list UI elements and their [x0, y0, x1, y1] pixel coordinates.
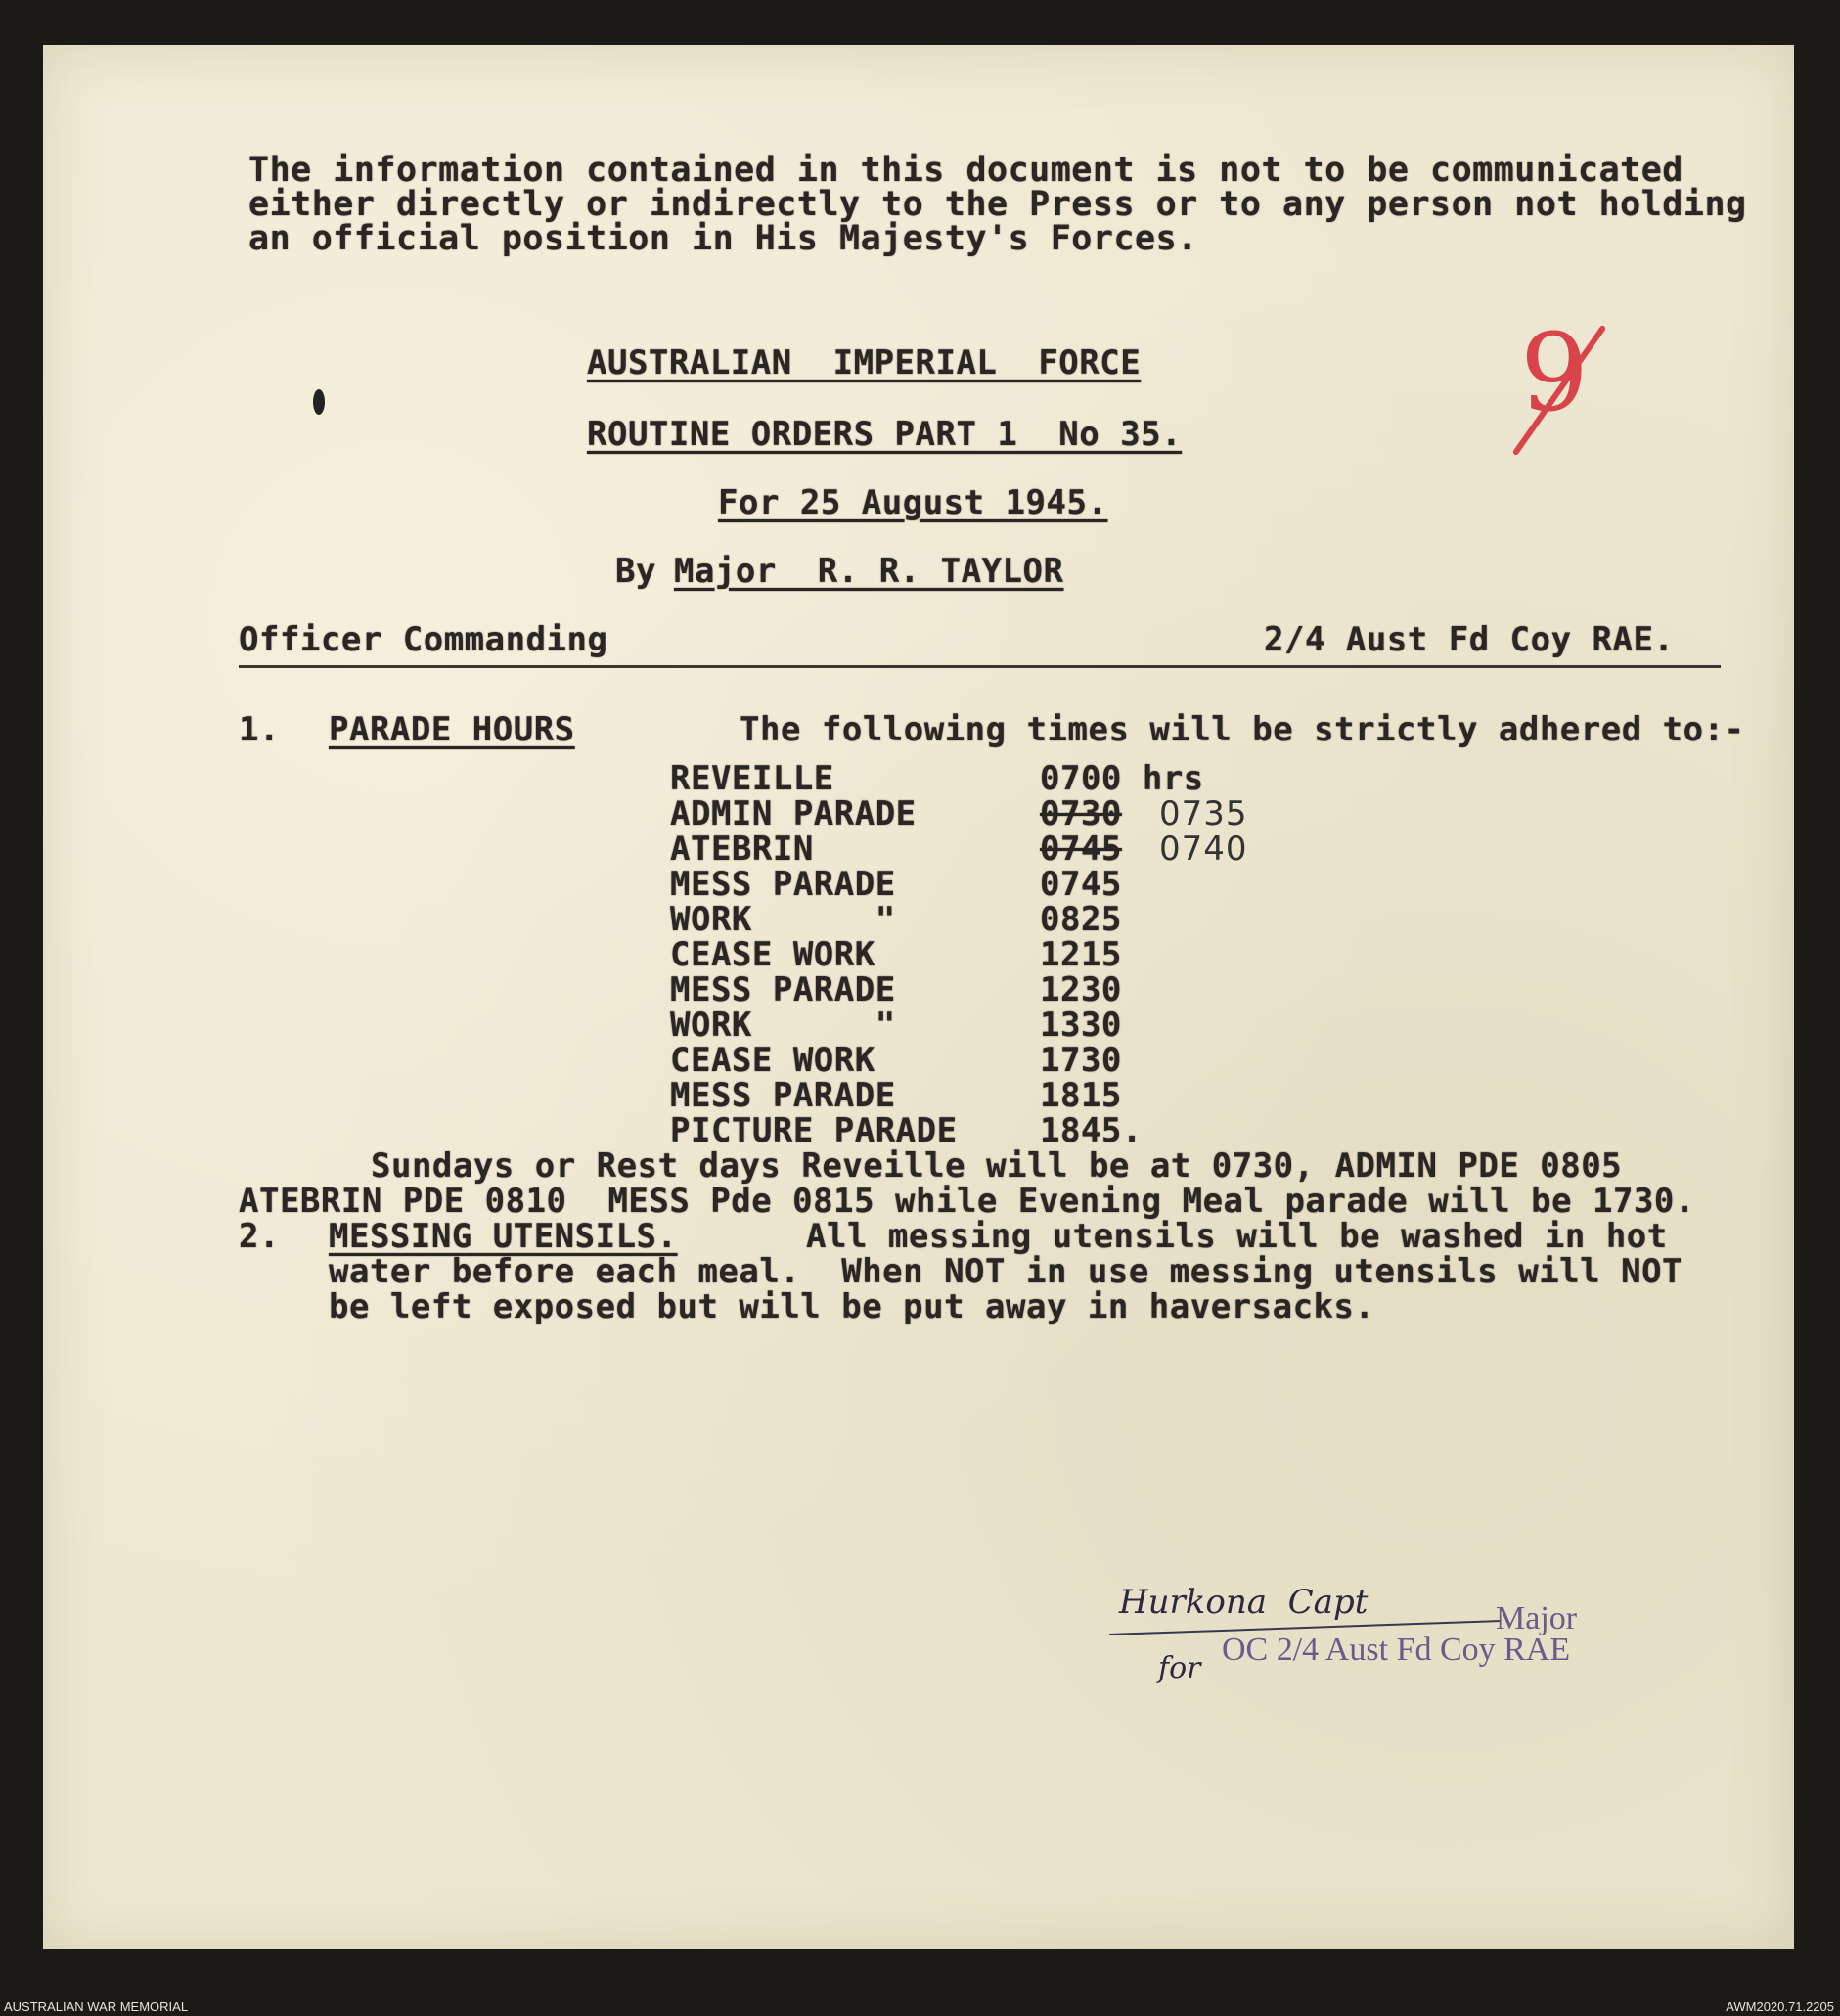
- schedule-time: 0745: [1040, 829, 1122, 869]
- schedule-revised-time: 0735: [1159, 794, 1248, 833]
- schedule-label: WORK ": [670, 1006, 896, 1045]
- issued-by-name: Major R. R. TAYLOR: [674, 552, 1064, 591]
- schedule-time: 0730: [1040, 794, 1122, 833]
- sundays-note-line-2: ATEBRIN PDE 0810 MESS Pde 0815 while Evening Meal parade will be 1730.: [239, 1182, 1695, 1221]
- unit-name: 2/4 Aust Fd Coy RAE.: [1264, 620, 1675, 659]
- officer-commanding-label: Officer Commanding: [239, 620, 608, 659]
- schedule-time: 0745: [1040, 865, 1122, 904]
- routine-orders-heading: ROUTINE ORDERS PART 1 No 35.: [587, 415, 1183, 454]
- section-2-line-2: water before each meal. When NOT in use messing utensils will NOT: [329, 1252, 1683, 1291]
- footer-accession-number: AWM2020.71.2205: [1726, 1999, 1834, 2014]
- schedule-time: 1815: [1040, 1076, 1122, 1115]
- schedule-label: MESS PARADE: [670, 1076, 896, 1115]
- orders-date: For 25 August 1945.: [718, 483, 1108, 522]
- section-2-line-1: All messing utensils will be washed in hot: [806, 1217, 1668, 1256]
- confidentiality-notice-line-3: an official position in His Majesty's Forces.: [248, 219, 1198, 258]
- schedule-time: 0700 hrs: [1040, 759, 1204, 798]
- stamp-unit: OC 2/4 Aust Fd Coy RAE: [1222, 1632, 1571, 1668]
- document-title: AUSTRALIAN IMPERIAL FORCE: [587, 343, 1142, 382]
- schedule-time: 1230: [1040, 970, 1122, 1009]
- schedule-label: CEASE WORK: [670, 935, 875, 974]
- schedule-label: REVEILLE: [670, 759, 834, 798]
- red-page-number-mark: 9: [1520, 310, 1589, 435]
- confidentiality-notice-line-1: The information contained in this document is not to be communicated: [248, 151, 1683, 190]
- schedule-revised-time: 0740: [1159, 829, 1248, 869]
- handwritten-signature: Hurkona Capt: [1119, 1583, 1369, 1622]
- schedule-label: ADMIN PARADE: [670, 794, 917, 833]
- document-page: [43, 45, 1794, 1949]
- schedule-time: 1330: [1040, 1006, 1122, 1045]
- schedule-label: ATEBRIN: [670, 829, 814, 869]
- section-1-number: 1.: [239, 710, 280, 749]
- schedule-time: 1730: [1040, 1041, 1122, 1080]
- signed-for-note: for: [1158, 1651, 1201, 1685]
- issued-by-prefix: By: [615, 552, 656, 591]
- section-2-number: 2.: [239, 1217, 280, 1256]
- footer-archive-name: AUSTRALIAN WAR MEMORIAL: [4, 1999, 189, 2014]
- schedule-label: MESS PARADE: [670, 865, 896, 904]
- schedule-time: 0825: [1040, 900, 1122, 939]
- section-2-line-3: be left exposed but will be put away in haversacks.: [329, 1287, 1375, 1326]
- section-2-heading: MESSING UTENSILS.: [329, 1217, 678, 1256]
- section-1-heading: PARADE HOURS: [329, 710, 575, 749]
- schedule-time: 1845.: [1040, 1111, 1143, 1150]
- schedule-time: 1215: [1040, 935, 1122, 974]
- stamp-rank: Major: [1496, 1600, 1578, 1636]
- officer-line-underline: [239, 665, 1721, 668]
- ink-blot: [313, 389, 325, 415]
- section-1-intro: The following times will be strictly adhered to:-: [740, 710, 1745, 749]
- confidentiality-notice-line-2: either directly or indirectly to the Press or to any person not holding: [248, 185, 1747, 224]
- schedule-label: CEASE WORK: [670, 1041, 875, 1080]
- schedule-label: WORK ": [670, 900, 896, 939]
- sundays-note-line-1: Sundays or Rest days Reveille will be at 0730, ADMIN PDE 0805: [371, 1146, 1623, 1186]
- schedule-label: PICTURE PARADE: [670, 1111, 958, 1150]
- schedule-label: MESS PARADE: [670, 970, 896, 1009]
